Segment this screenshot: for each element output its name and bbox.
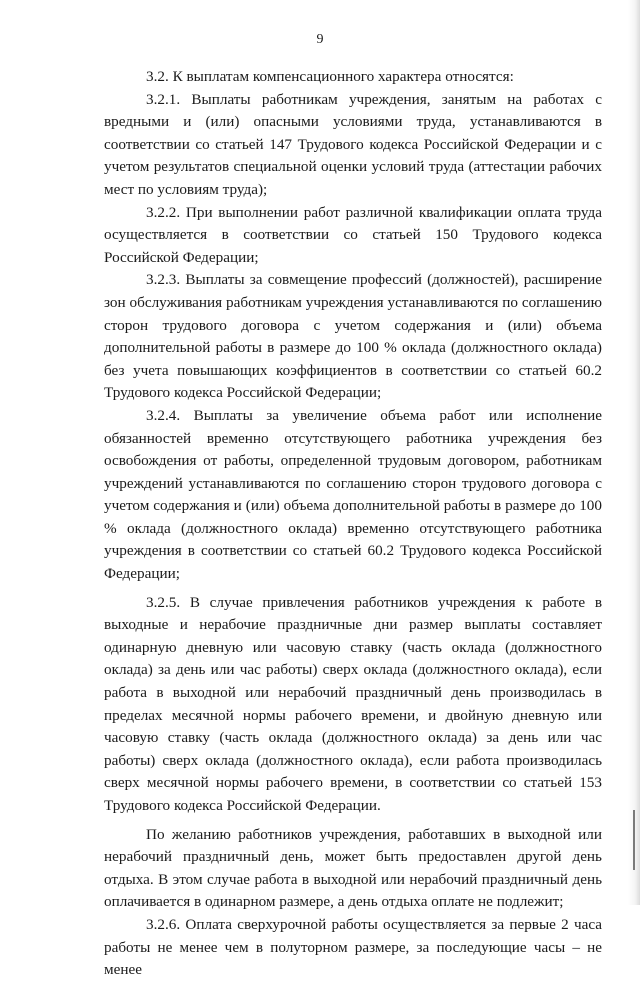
paragraph-3-2-5: 3.2.5. В случае привлечения работников учреждения к работе в выходные и нерабочие праздничные дни размер выплаты составляет одинарную дневную или часовую ставку (часть оклада (должностного оклада) за день или час работы) сверх оклада (должностного оклада), если работа в выходной или нерабочий праздничный день производилась в пределах месячной нормы рабочего времени, и двойную дневную или часовую ставку (часть оклада (должностного оклада) за день или час работы) сверх оклада (должностного оклада), если работа производилась сверх месячной нормы рабочего времени, в соответствии со статьей 153 Трудового кодекса Российской Федерации. <box>104 593 602 814</box>
paragraph-3-2-6: 3.2.6. Оплата сверхурочной работы осуществляется за первые 2 часа работы не менее чем в полуторном размере, за последующие часы – не менее <box>104 915 602 979</box>
document-body <box>104 66 602 982</box>
paragraph-3-2-1: 3.2.1. Выплаты работникам учреждения, занятым на работах с вредными и (или) опасными условиями труда, устанавливаются в соответствии со статьей 147 Трудового кодекса Российской Федерации и с учетом результатов специальной оценки условий труда (аттестации рабочих мест по условиям труда); <box>104 90 602 198</box>
page-number: 9 <box>316 32 324 47</box>
paragraph-3-2: 3.2. К выплатам компенсационного характера относятся: <box>146 68 514 85</box>
scan-edge-shadow <box>628 0 640 905</box>
scan-artifact-mark <box>633 810 635 870</box>
paragraph-3-2-4: 3.2.4. Выплаты за увеличение объема работ или исполнение обязанностей временно отсутствующего работника учреждения без освобождения от работы, определенной трудовым договором, работникам учреждений устанавливаются по соглашению сторон трудового договора с учетом содержания и (или) объема дополнительной работы в размере до 100 % оклада (должностного оклада) временно отсутствующего работника учреждения в соответствии со статьей 60.2 Трудового кодекса Российской Федерации; <box>104 406 602 583</box>
paragraph-day-off: По желанию работников учреждения, работавших в выходной или нерабочий праздничный день, может быть предоставлен другой день отдыха. В этом случае работа в выходной или нерабочий праздничный день оплачивается в одинарном размере, а день отдыха оплате не подлежит; <box>104 825 602 911</box>
paragraph-3-2-2: 3.2.2. При выполнении работ различной квалификации оплата труда осуществляется в соответствии со статьей 150 Трудового кодекса Российской Федерации; <box>104 203 602 266</box>
paragraph-3-2-3: 3.2.3. Выплаты за совмещение профессий (должностей), расширение зон обслуживания работникам учреждения устанавливаются по соглашению сторон трудового договора с учетом содержания и (или) объема дополнительной работы в размере до 100 % оклада (должностного оклада) без учета повышающих коэффициентов в соответствии со статьей 60.2 Трудового кодекса Российской Федерации; <box>104 271 602 402</box>
